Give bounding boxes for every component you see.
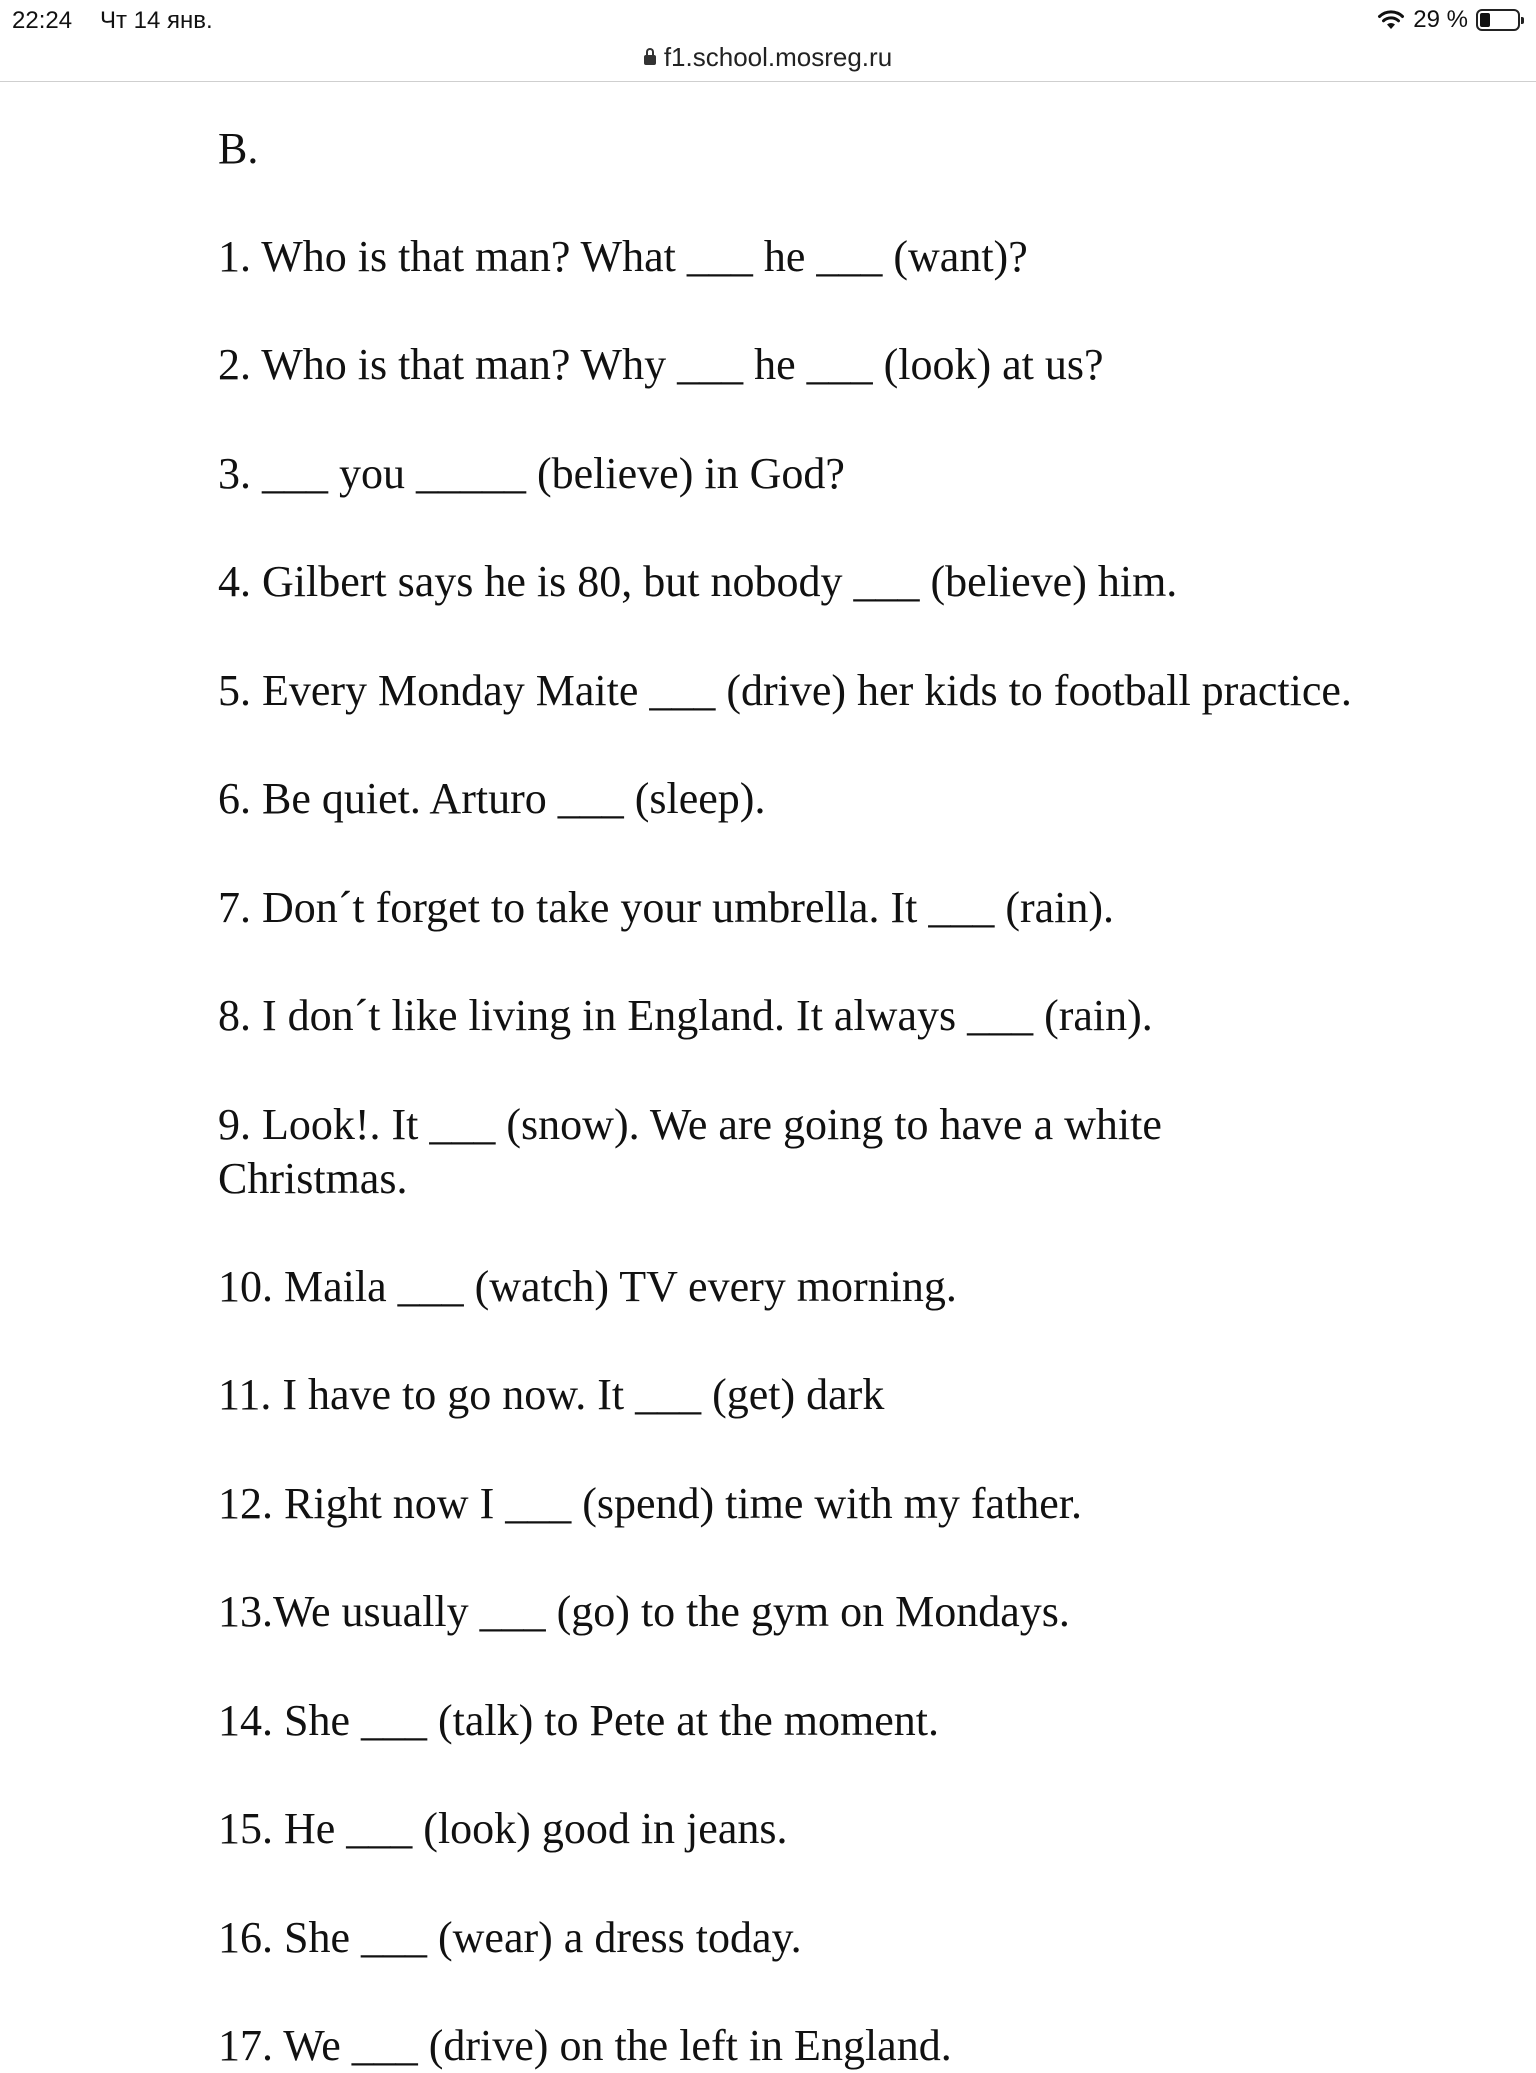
- exercise-item: 5. Every Monday Maite ___ (drive) her kids to football practice.: [218, 666, 1352, 715]
- wifi-icon: [1377, 9, 1405, 31]
- exercise-item: 17. We ___ (drive) on the left in England.: [218, 2021, 952, 2070]
- exercise-item: 13.We usually ___ (go) to the gym on Mondays.: [218, 1587, 1070, 1636]
- status-time: 22:24: [12, 7, 73, 34]
- battery-icon: [1476, 9, 1520, 31]
- status-bar: [0, 0, 1536, 42]
- address-bar[interactable]: [0, 38, 1536, 82]
- exercise-item: 16. She ___ (wear) a dress today.: [218, 1913, 802, 1962]
- exercise-item: 9. Look!. It ___ (snow). We are going to have a white Christmas.: [218, 1100, 1162, 1203]
- status-indicators: [1377, 6, 1520, 34]
- exercise-item: 8. I don´t like living in England. It always ___ (rain).: [218, 991, 1153, 1040]
- section-label: B.: [218, 124, 259, 173]
- exercise-item: 10. Maila ___ (watch) TV every morning.: [218, 1262, 957, 1311]
- exercise-item: 3. ___ you _____ (believe) in God?: [218, 449, 845, 498]
- exercise-item: 14. She ___ (talk) to Pete at the moment.: [218, 1696, 939, 1745]
- exercise-item: 1. Who is that man? What ___ he ___ (want)?: [218, 232, 1028, 281]
- exercise-item: 12. Right now I ___ (spend) time with my father.: [218, 1479, 1082, 1528]
- exercise-item: 2. Who is that man? Why ___ he ___ (look) at us?: [218, 340, 1104, 389]
- url-text[interactable]: f1.school.mosreg.ru: [663, 42, 893, 72]
- exercise-item: 4. Gilbert says he is 80, but nobody ___ (believe) him.: [218, 557, 1178, 606]
- battery-percent: 29 %: [1413, 6, 1468, 33]
- exercise-item: 7. Don´t forget to take your umbrella. It ___ (rain).: [218, 883, 1115, 932]
- status-date: Чт 14 янв.: [100, 7, 213, 34]
- exercise-item: 6. Be quiet. Arturo ___ (sleep).: [218, 774, 766, 823]
- exercise-item: 15. He ___ (look) good in jeans.: [218, 1804, 788, 1853]
- exercise-item: 11. I have to go now. It ___ (get) dark: [218, 1370, 885, 1419]
- battery-fill: [1480, 13, 1490, 27]
- lock-icon: [644, 55, 656, 65]
